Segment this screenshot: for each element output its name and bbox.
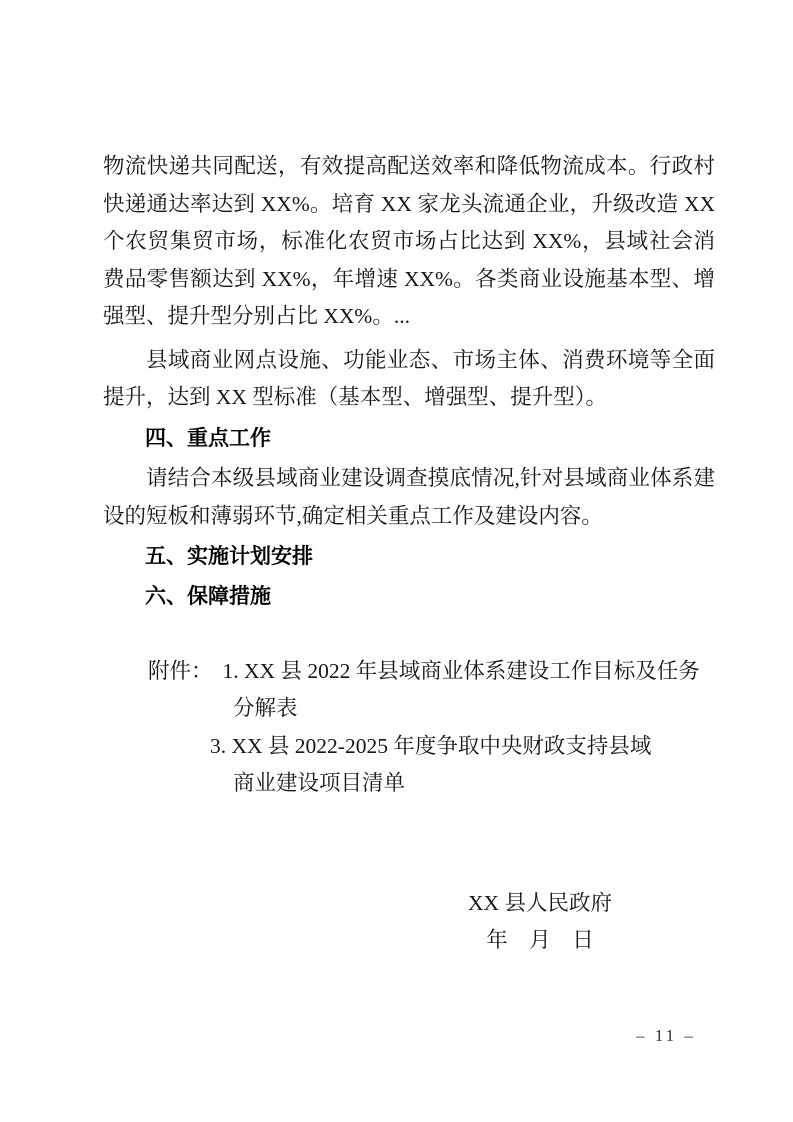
signature-date-placeholder: 年 月 日 — [486, 928, 594, 952]
paragraph-key-work-note: 请结合本级县域商业建设调查摸底情况,针对县域商业体系建设的短板和薄弱环节,确定相关重点工作及建设内容。 — [103, 466, 715, 528]
paragraph-overview: 县域商业网点设施、功能业态、市场主体、消费环境等全面提升，达到 XX 型标准（基本型、增强型、提升型）。 — [103, 347, 715, 409]
attachment-item-1-line-2: 分解表 — [233, 696, 298, 720]
signature-organization: XX 县人民政府 — [468, 890, 612, 915]
paragraph-logistics-continuation: 物流快递共同配送，有效提高配送效率和降低物流成本。行政村快递通达率达到 XX%。培育 XX 家龙头流通企业，升级改造 XX 个农贸集贸市场，标准化农贸市场占比达到 XX%，县域社会消费品零售额达到 XX%，年增速 XX%。各类商业设施基本型、增强型、提升型分别占比 XX%。... — [103, 154, 715, 328]
attachment-item-1-title: 1. XX 县 2022 年县域商业体系建设工作目标及任务 — [222, 658, 700, 683]
attachments-block — [103, 653, 715, 803]
heading-section-four: 四、重点工作 — [145, 426, 271, 450]
heading-section-five: 五、实施计划安排 — [145, 545, 313, 568]
attachment-item-2-line-2: 商业建设项目清单 — [233, 771, 406, 795]
attachment-item-2-line-1: 3. XX 县 2022-2025 年度争取中央财政支持县域 — [210, 733, 652, 758]
signature-block — [395, 885, 685, 960]
attachment-item-1-line-1 — [103, 653, 715, 691]
heading-section-six: 六、保障措施 — [145, 585, 271, 608]
page-number: – 11 – — [636, 1026, 696, 1045]
document-body — [103, 148, 715, 960]
attachments-label: 附件： — [148, 658, 213, 683]
